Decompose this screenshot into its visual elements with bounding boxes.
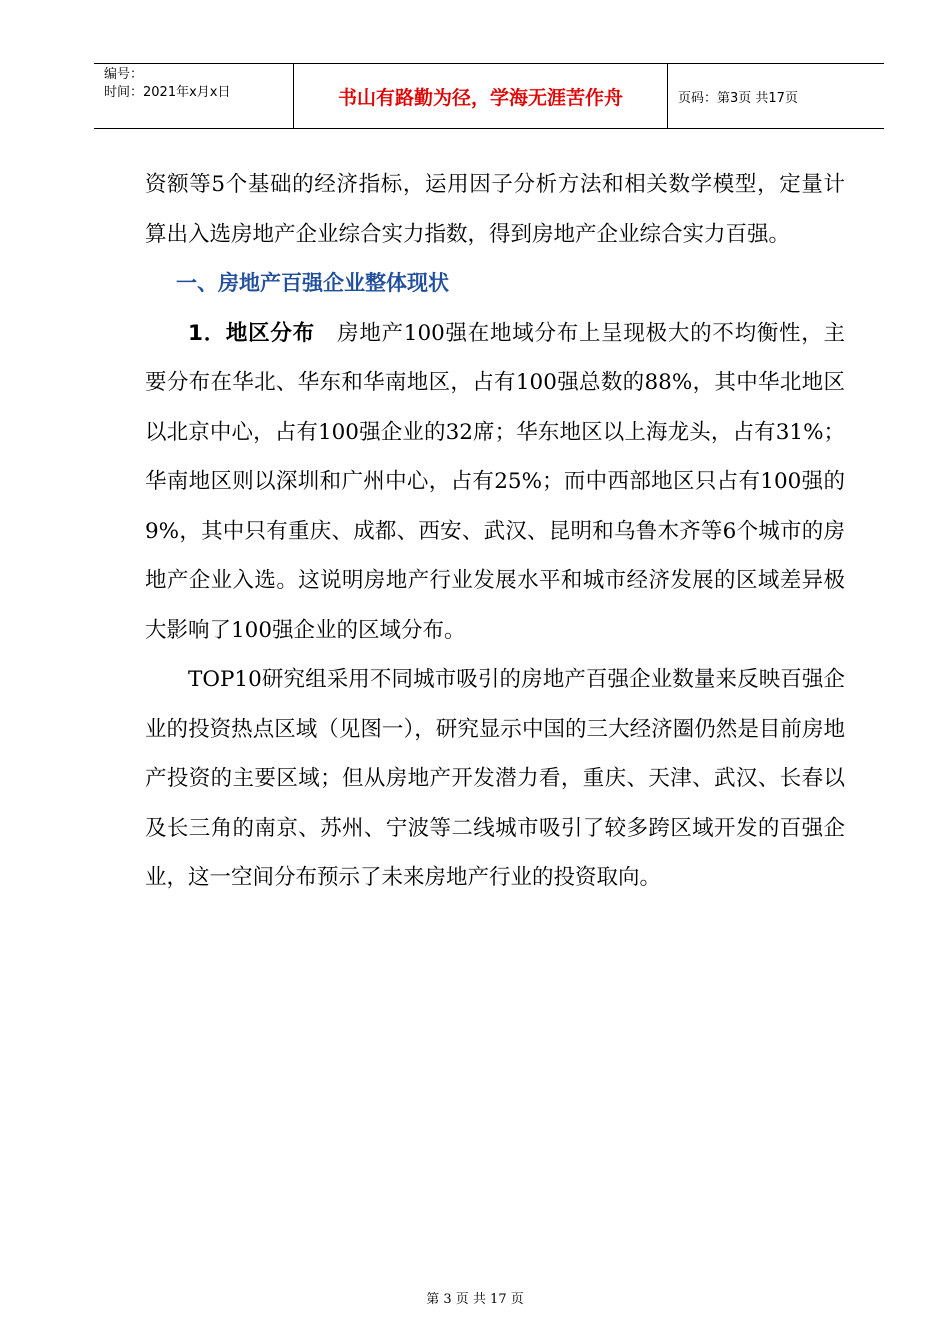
- section-title: 一、房地产百强企业整体现状: [176, 271, 449, 295]
- page-header: [94, 63, 884, 129]
- subsection-title: 1．地区分布: [188, 320, 315, 346]
- header-motto: 书山有路勤为径，学海无涯苦作舟: [294, 64, 668, 128]
- document-time-label: 时间：2021年x月x日: [104, 85, 231, 100]
- top10-paragraph: TOP10研究组采用不同城市吸引的房地产百强企业数量来反映百强企业的投资热点区域（见图一），研究显示中国的三大经济圈仍然是目前房地产投资的主要区域；但从房地产开发潜力看，重庆、天津、武汉、长春以及长三角的南京、苏州、宁波等二线城市吸引了较多跨区域开发的百强企业，这一空间分布预示了未来房地产行业的投资取向。: [145, 667, 845, 890]
- intro-paragraph: 资额等5个基础的经济指标，运用因子分析方法和相关数学模型，定量计算出入选房地产企业综合实力指数，得到房地产企业综合实力百强。: [145, 172, 845, 247]
- page-footer: 第 3 页 共 17 页: [426, 1292, 524, 1307]
- region-paragraph-text: 房地产100强在地域分布上呈现极大的不均衡性，主要分布在华北、华东和华南地区，占有100强总数的88%，其中华北地区以北京中心，占有100强企业的32席；华东地区以上海龙头，占有31%；华南地区则以深圳和广州中心，占有25%；而中西部地区只占有100强的9%，其中只有重庆、成都、西安、武汉、昆明和乌鲁木齐等6个城市的房地产企业入选。这说明房地产行业发展水平和城市经济发展的区域差异极大影响了100强企业的区域分布。: [145, 320, 845, 643]
- header-meta: [94, 64, 294, 128]
- document-body: [145, 160, 845, 903]
- region-paragraph: [145, 309, 845, 656]
- document-number-label: 编号：: [104, 67, 144, 82]
- header-page-label: 页码：第3页 共17页: [678, 90, 798, 106]
